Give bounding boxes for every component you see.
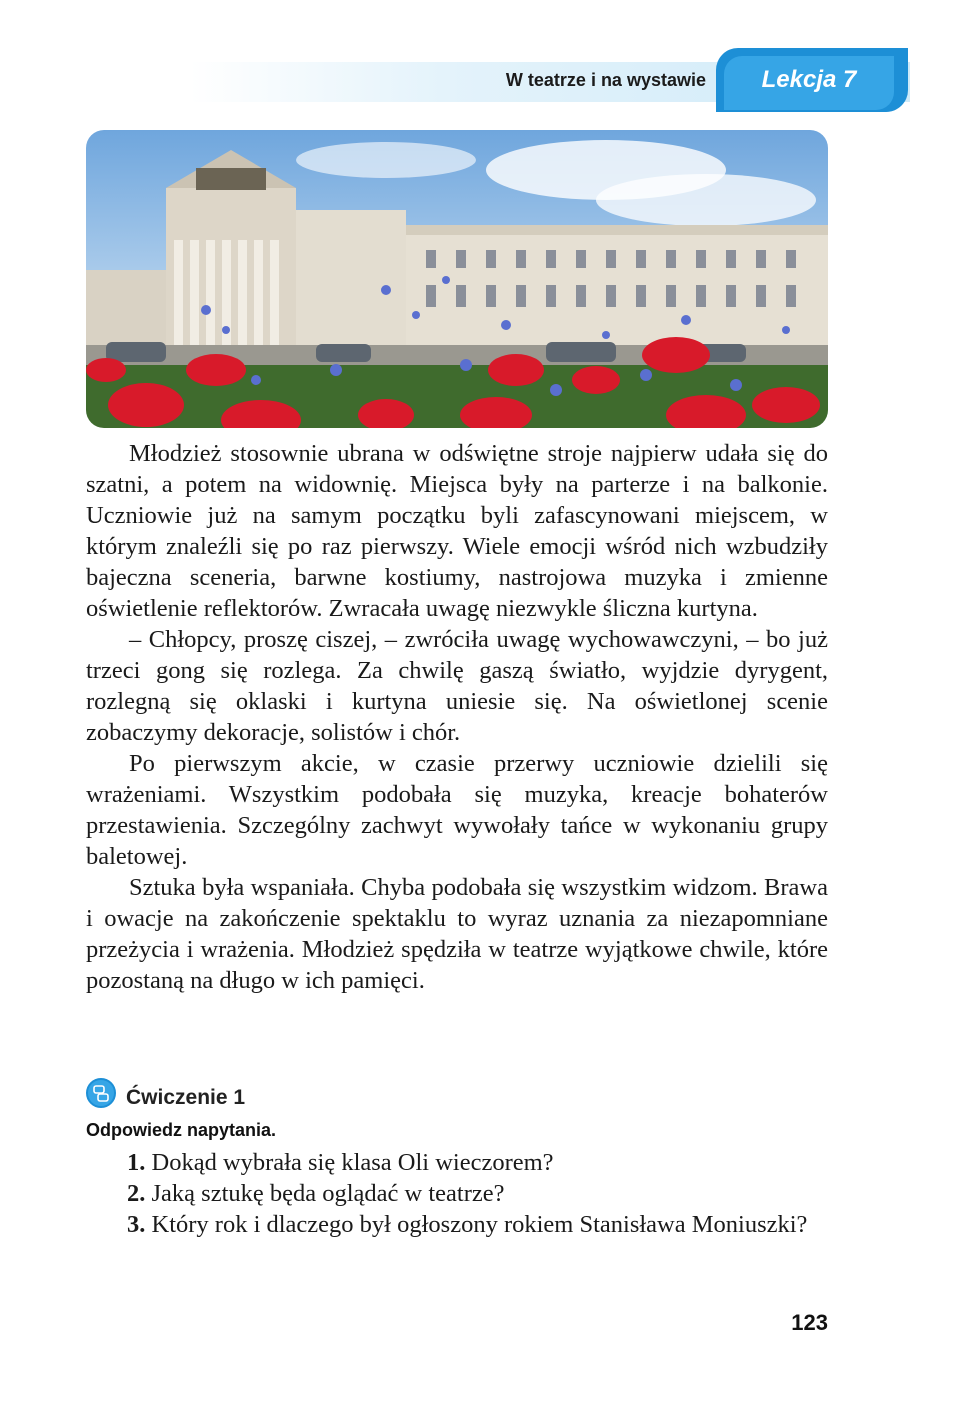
question-text: Który rok i dlaczego był ogłoszony rokiem Stanisława Moniuszki? [151,1211,808,1238]
story-text [86,438,828,996]
paragraph: – Chłopcy, proszę ciszej, – zwróciła uwagę wychowawczyni, – bo już trzeci gong się rozlega. Za chwilę gaszą światło, wyjdzie dyrygent, rozlegną się oklaski i kurtyna uniesie się. Na oświetlonej scenie zobaczymy dekoracje, solistów i chór. [86,626,828,746]
paragraph: Sztuka była wspaniała. Chyba podobała się wszystkim widzom. Brawa i owacje na zakończenie spektaklu to wyraz uznania za niezapomniane przeżycia i wrażenia. Młodzież spędziła w teatrze wyjątkowe chwile, które pozostaną na długo w ich pamięci. [86,874,828,994]
exercise-instruction: Odpowiedz napytania. [86,1120,277,1140]
paragraph: Młodzież stosownie ubrana w odświętne stroje najpierw udała się do szatni, a potem na widownię. Miejsca były na parterze i na balkonie. Uczniowie już na samym początku byli zafascynowani miejscem, w którym znaleźli się po raz pierwszy. Wiele emocji wśród nich wzbudziły bajeczna sceneria, barwne kostiumy, nastrojowa muzyka i zmienne oświetlenie reflektorów. Zwracała uwagę niezwykle śliczna kurtyna. [86,440,828,622]
question-text: Dokąd wybrała się klasa Oli wieczorem? [151,1149,554,1176]
theatre-photo [86,130,828,428]
section-title: W teatrze i na wystawie [505,70,706,90]
page-number: 123 [791,1310,828,1335]
question-number: 2. [127,1180,146,1207]
lesson-label: Lekcja 7 [761,66,857,93]
list-item [86,1147,828,1178]
list-item [86,1209,828,1240]
list-item [86,1178,828,1209]
question-text: Jaką sztukę będa oglądać w teatrze? [151,1180,505,1207]
speech-bubbles-icon [86,1078,116,1108]
exercise-title: Ćwiczenie 1 [126,1086,246,1109]
paragraph: Po pierwszym akcie, w czasie przerwy uczniowie dzielili się wrażeniami. Wszystkim podobała się muzyka, kreacje bohaterów przestawienia. Szczególny zachwyt wywołały tańce w wykonaniu grupy baletowej. [86,750,828,870]
question-number: 3. [127,1211,146,1238]
question-number: 1. [127,1149,146,1176]
question-list [86,1147,828,1240]
